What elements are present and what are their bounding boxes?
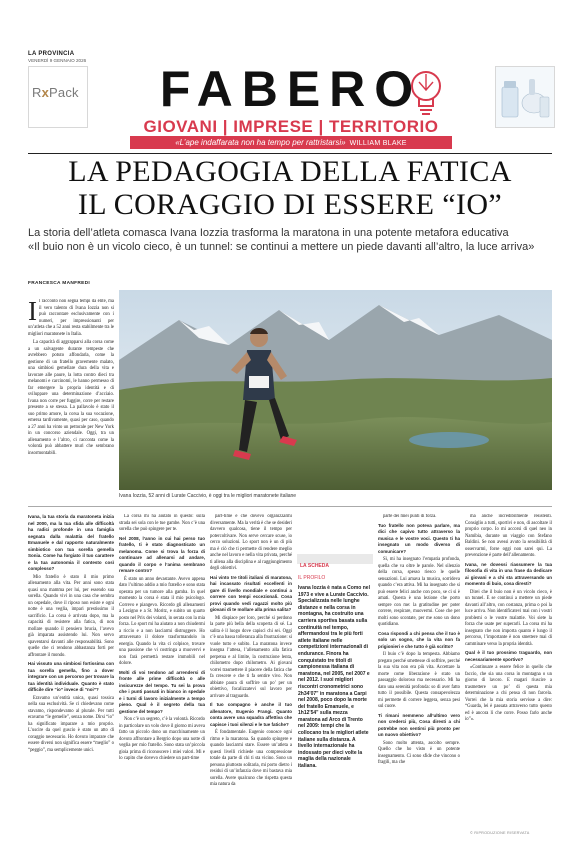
interview-question: Nel 2008, l’anno in cui hai perso tuo fratello, ti è stato diagnosticato un melanoma. Come si trova la forza di continuare ad allenarsi ad andare, quando il corpo e l’anima sembrano remare contro?: [119, 535, 205, 573]
quote-text: «L’ape indaffarata non ha tempo per rattristarsi»: [175, 138, 346, 147]
article-column-2: [119, 514, 205, 830]
box-tag: LA SCHEDA: [297, 554, 373, 564]
box-title: IL PROFILO: [298, 575, 326, 581]
deck-line-1: La storia dell’atleta comasca Ivana Iozzia trasforma la maratona in una potente metafora educativa: [28, 227, 509, 239]
interview-answer: Sono molto attenta, ascolto sempre. Quello che ho visto è un potente insegnamento. Ci sono sfide che vincono o fragili, ma che: [378, 740, 460, 765]
photo-caption: Ivana Iozzia, 52 anni di Lurate Caccivio, è oggi tra le migliori maratonete italiane: [119, 493, 297, 499]
newspaper-name: LA PROVINCIA: [28, 51, 75, 57]
caption-rule: [28, 506, 552, 507]
drop-cap: I: [28, 299, 37, 326]
quote-author: WILLIAM BLAKE: [349, 140, 407, 147]
article-column-3: [210, 514, 292, 830]
mountain-landscape-image: [119, 290, 552, 490]
article-column-1: [28, 514, 114, 830]
interview-question: Molti di voi tendono ad arrendersi di fronte alle prime difficoltà o alle insicurezze del tempo. Tu sei la prova che i punti passati in bianco in spedale e i turni di lavoro inizialmente a tempo pieno. Qual è il segreto della tua gestione del tempo?: [119, 669, 205, 714]
interview-question: Hai vissuto una simbiosi fortissima con tua sorella gemella, fino a dover integrare con un percorso per trovare la tua identità individuale. Quanto è stato difficile dire “io” invece di “noi”?: [28, 661, 114, 692]
interview-answer: part-time e che dovevo organizzarmi diversamente. Ma la verità è che se desideri davvero qualcosa, tiene il tempo per potercoltivare. Non serve cercare scuse, io cerco soluzioni. Lo sport non è un di più ma è ciò che ti permette di rendere meglio anche nel lavoro e nella vita privata, perché ti allena alla disciplina e al raggiungimento degli obiettivi.: [210, 514, 292, 571]
byline: FRANCESCA MANFREDI: [28, 281, 90, 286]
interview-answer: È fondamentale. Eugenio conosce ogni ritmo e la maratona. Sa quando spingere e quando lasciarmi stare. Essere un’atleta a questi livelli richiede una compressione totale da parte di chi ti sta vicino. Sono un persona piuttosto solitaria, mi porto dietro i residui di un’infanzia dove mi bastava mia sorella. Avere qualcuno che rispetta questa mia natura da: [210, 730, 292, 787]
masthead-rule: [28, 153, 552, 154]
interview-answer: È stato un anno devastante. Avevo appena dato l’ultimo addio a mio fratello e sono stata operata per un tumore alla gamba. In quel momento la corsa è stata il mio psicologo. Correvo e piangevo. Ricordo gli allenamenti a Lezigno e a St. Moritz, e subito un quarto posto nel Prix dei volanti, in serata con la mia forza. Lo sport mi ha aiutato a non chiudermi a riccio e a non lasciarmi distruggere. Ho attraversato il dolore trasformandolo in energia. Quando la vita ci colpisce, trovare una passione che vi costringa a muovervi e non farà permettà restare immobili nel dolore.: [119, 576, 205, 666]
deck-line-2: «Il buio non è un vicolo cieco, è un tunnel: se continui a mettere un piede davanti all’altro, la luce arriva»: [28, 241, 535, 253]
interview-answer: Il buio c’è dopo la tempesta. Abbiamo pregato perché smettesse di soffrire, perché la sua vita non era più vita. Accettare la morte come liberazione è stato un passaggio doloroso ma necessario. Mi ha dato una serenità profonda: so di aver fatto tutto il possibile. Questa consapevolezza mi permette di correre leggera, senza pesi sul cuore.: [378, 652, 460, 709]
interview-question: Cosa rispondi a chi pensa che il tuo è solo un sogno, che la vita non fa prigionieri e che tutto è già scritto?: [378, 630, 460, 649]
lightbulb-icon: [406, 66, 446, 118]
pharma-ad[interactable]: [495, 66, 555, 128]
issue-date: VENERDÌ 9 GENNAIO 2026: [28, 58, 87, 63]
intro-column: [28, 299, 114, 512]
interview-answer: Eravamo un’entità unica, quasi tossica nella sua esclusività. Se ci chiedevano come stavamo, rispondevamo al plurale. Per tutti eravamo “le gemelle”, senza nome. Dirsi “io” ha significato imparare a mio proprio. L’uscire da quel guscio è stato un atto di coraggio necessario. Ho dovuto imparare che essere diversi non significa essere “meglio” o “peggio”, ma semplicemente unici.: [28, 695, 114, 753]
fabero-brand: FABERO: [159, 61, 423, 117]
intro-paragraph: La capacità di aggrapparsi alla corsa come a un salvagente durante tempeste che avrebbero potuto affondarla, come la gestione di un fratello gravemente malato, una simbiosi gemellare dura della vita e lavorare alle paure, la lotta contro dieci tra melanomi e carcinomi, le hanno permesso di far emergere la propria identità e di sviluppare una determinazione d’acciaio. Ivana non corre per fuggire, corre per restare presente a se stessa. La pallavolo è stato il suo primo amore, la corsa la sua vocazione, emersa tardivamente, quasi per caso, quando a 27 anni ha vinto un pettorale per New York in un concorso aziendale. Oggi, tra un allenamento e l’altro, ci racconta come la volontà può abbattere muri che sembrano insormontabili.: [28, 340, 114, 456]
rxpack-ad[interactable]: [28, 66, 88, 128]
interview-question: Tuo fratello non poteva parlare, ma dici che capivo tutto attraverso la musica e le vostre voci. Questo ti ha insegnato un modo diverso di comunicare?: [378, 522, 460, 554]
headline-line-2: IL CORAGGIO DI ESSERE “IO”: [77, 188, 503, 221]
box-text: Ivana Iozzia è nata a Como nel 1973 e vive a Lurate Caccivio. Specializzata nelle lunghe distanze e nella corsa in montagna, ha costruito una carriera sportiva basata sulla continuità nel tempo, affermandosi tra le più forti atlete italiane nelle competizioni internazionali di endurance. Finora ha conquistato tre titoli di campionessa italiana di maratona, nel 2005, nel 2007 e nel 2012. I suoi migliori riscontri cronometrici sono 2h34'07" in maratona a Carpi nel 2008, poco dopo la morte del fratello Emanuele, e 1h12'54" sulla mezza maratona ad Arco di Trento nel 2009: tempi che la collocano tra le migliori atlete italiane sulla distanza. A livello internazionale ha indossato per dieci volte la maglia della nazionale italiana.: [298, 585, 370, 770]
interview-answer: Sì, mi ha insegnato l’empatia profonda, quella che va oltre le parole. Nel silenzio della corsa, spesso riesco le quelle sensazioni. Lui amava la musica, sorrideva quando c’era attiva. Mi ha insegnato che si può essere felici anche con poco, se ci si è amati. Questa è una lezione che porto sempre con me: la gratitudine per poter correre, respirare, muovermi. Cose che per molti sono scontate, per me sono un dono quotidiano.: [378, 557, 460, 627]
article-column-5: [378, 514, 460, 830]
interview-question: Ivana, la tua storia da maratoneta inizia nel 2000, ma la tua sfida alle difficoltà ha radici profonde in una famiglia segnata dalla malattia del fratello Emanuele e dal rapporto naturalmente simbiotico con tua sorella gemella Sonia. Come ha forgiato il tuo carattere e la tua autonomia il contesto così complesso?: [28, 514, 114, 571]
copyright-notice: © RIPRODUZIONE RISERVATA: [470, 831, 530, 835]
interview-question: Hai vinto tre titoli italiani di maratona, hai incassato risultati eccellenti in gare di livello mondiale e continui a correre con tempi eccezionali. Cosa provi quando vedi ragazzi molto più giovani di te mollare alla prima salita?: [210, 574, 292, 612]
interview-answer: La corsa mi ha aiutato in questo: sulla strada sei sola con le tue gambe. Non c’è una sorella che può spingere per te.: [119, 514, 205, 532]
interview-answer: Direi che il buio non è un vicolo cieco, è un tunnel. E se continui a mettere un piede davanti all’altro, con costanza, prima o poi la luce arriva. Non identificatevi mai con i vostri problemi o le vostre malattie. Voi siete la forza che usate per superarli. La corsa mi ha insegnato che non importa quanto è lungo il percorso, l’importante è non smettere mai di camminare verso la propria identità.: [465, 589, 552, 647]
interview-question: Ivana, ne dovessi riassumere la tua filosofia di vita in una frase da dedicare ai giovani e a chi sta attraversando un momento di buio, cosa diresti?: [465, 561, 552, 586]
headline-line-1: LA PEDAGOGIA DELLA FATICA: [68, 155, 512, 188]
quote-banner: [130, 136, 452, 149]
interview-answer: parte dei miei punti di forza.: [383, 514, 437, 519]
interview-question: Qual è il tuo prossimo traguardo, non necessariamente sportivo?: [465, 650, 552, 662]
interview-question: Ti rimani nemmeno all’ultimo vero non crederci più, Cosa diresti a chi potrebbe non sentirsi più pronto per un nuovo obiettivo?: [378, 712, 460, 737]
intro-paragraph: l racconto non segna tempi da élite, ma il vero talento di Ivana Iozzia non si può raccontare esclusivamente con i numeri, per impressionanti per un’atleta che a 52 anni resta stabilmente tra le migliori maratonete in Italia.: [28, 299, 114, 337]
interview-answer: Non c’è un segreto, c’è la volontà. Ricordo in particolare un volo dove il giorno mi aveva fatto un piccolo dono un macchinamente un dovuto affrontare a Bergrio dopo una notte di veglia per mio fratello. Sono stata un’piccola gioia prima di riconoscere i miei valori. Mi e lo capito che dovevo chiedere un part-time: [119, 717, 205, 761]
rxpack-logo: RxPack: [32, 85, 79, 100]
interview-answer: Mio fratello è stato il mio primo allenamento alla vita. Per anni sono stata quasi una mamma per lui, per essendo sua sorella. Quando vivi in una casa che sembra un ospedale, dove il riposo non esiste e ogni notte è una veglia, impari prestissimo il sacrificio. La corsa è arrivata dopo, ma la capacità di resistere alla fatica, di non mollare quando il pensiero brucia, l’avevo già imparata assistendo lui. Non servo spaventarsi davanti alle responsabilità. Sono quelle che ci rendono abbastanza forti per affrontare il mondo.: [28, 574, 114, 658]
article-column-6: [465, 514, 552, 830]
interview-answer: ma anche incredibilmente resistenti. Consiglio a tutti, sportivi e non, di ascoltare il proprio corpo. Io mi accorsi di quel neo in Namibia, durante un viaggio con Stefano Baldini. Se non avessi avuto la sensibilità di osservarmi, forse oggi non sarei qui. La prevenzione è parte dell’allenamento.: [465, 514, 552, 558]
interview-question: Il tuo compagno è anche il tuo allenatore, Eugenio Frangi. Quanto conta avere una squadra affettiva che capisce i tuoi silenzi e le tue fatiche?: [210, 702, 292, 727]
pharma-product-image: [496, 67, 554, 127]
fabero-tagline: GIOVANI | IMPRESE | TERRITORIO: [143, 117, 439, 136]
runner-photo: [119, 290, 552, 490]
interview-answer: «Continuare a essere felice in quello che faccio, che sia una corsa in montagna o un giorno di lavoro. E magari riuscire a trasmettere un po’ di questa mia determinazione a chi pensa di non farcela. Vorrei che la mia storia servisse a dire: “Guarda, lei è passata attraverso tutto questo ed è ancora lì che corre. Posso farlo anche io”».: [465, 665, 552, 722]
interview-answer: Mi dispiace per loro, perché si perdono la parte più bella della scoperta di sé. La salita è il luogo dove capisci chi sei. Oggi c’è una bassa tolleranza alla frustrazione: si vuole tutto e subito. La maratona invece insegna l’attesa, l’allenamento alla fatica perpetua e al limite, la costruzione lenta, chilometro dopo chilometro. Ai giovani vorrei trasmettere il piacere della fatica che fa crescere e che ti fa sentire vivo. Non abbiate paura di soffrire un po’ per un obiettivo, focalizzatevi sul lavoro per arrivare al traguardo.: [210, 615, 292, 699]
